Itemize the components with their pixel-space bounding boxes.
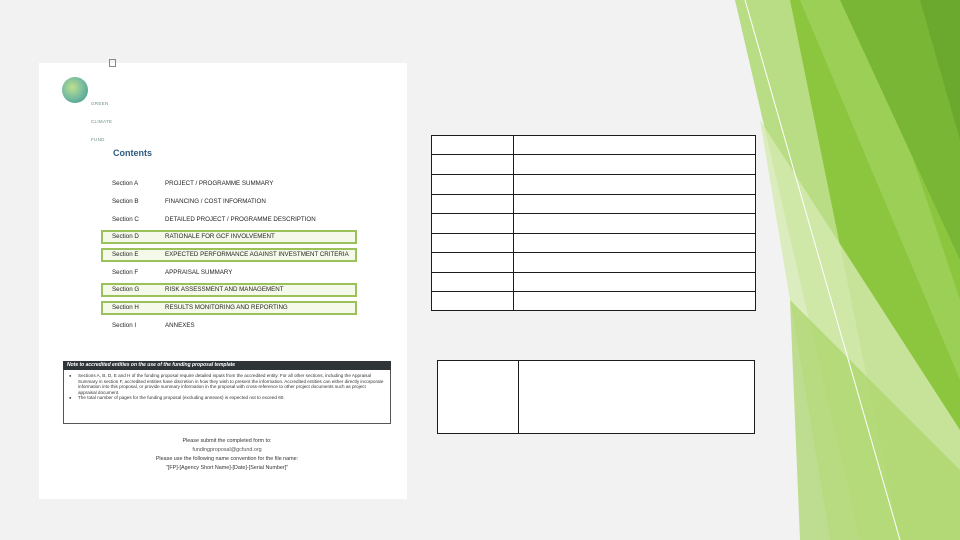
table-cell bbox=[513, 213, 756, 234]
toc-section-title: DETAILED PROJECT / PROGRAMME DESCRIPTION bbox=[165, 216, 316, 223]
toc-section-title: FINANCING / COST INFORMATION bbox=[165, 198, 266, 205]
note-item: ● Sections A, B, D, E and H of the funding proposal require detailed inputs from the accredited entity. For all other sections, including the Appraisal Summary in section F, accredited entities have discretion in how they wish to present the information. Accredited entities can either directly incorporate information into this proposal, or provide summary information in the proposal with cross-reference to other project documents such as project appraisal document. bbox=[78, 373, 384, 395]
logo-line-3: FUND bbox=[91, 137, 105, 142]
submit-line: Please submit the completed form to: bbox=[182, 438, 272, 444]
table-cell bbox=[513, 194, 756, 214]
toc-section-title: PROJECT / PROGRAMME SUMMARY bbox=[165, 180, 274, 187]
toc-row-section-f bbox=[101, 266, 357, 280]
toc-section-label: Section E bbox=[112, 251, 139, 258]
note-heading: Note to accredited entities on the use of the funding proposal template bbox=[63, 361, 391, 370]
toc-row-section-h bbox=[101, 301, 357, 315]
toc-section-label: Section D bbox=[112, 233, 139, 240]
logo-line-2: CLIMATE bbox=[91, 119, 113, 124]
submit-line: "[FP]-[Agency Short Name]-[Date]-[Serial Number]" bbox=[165, 465, 289, 471]
table-cell bbox=[431, 194, 515, 214]
toc-row-section-i bbox=[101, 319, 357, 333]
toc-section-label: Section H bbox=[112, 304, 139, 311]
table-cell bbox=[437, 360, 520, 434]
toc-section-title: APPRAISAL SUMMARY bbox=[165, 269, 233, 276]
toc-section-label: Section A bbox=[112, 180, 139, 187]
submission-instructions bbox=[63, 437, 391, 473]
table-cell bbox=[431, 154, 515, 175]
table-cell bbox=[431, 272, 515, 292]
table-cell bbox=[513, 272, 756, 292]
table-cell bbox=[431, 174, 515, 195]
table-cell bbox=[431, 213, 515, 234]
toc-row-section-a bbox=[101, 177, 357, 191]
toc-section-label: Section G bbox=[112, 286, 140, 293]
toc-row-section-d bbox=[101, 230, 357, 244]
toc-row-section-e bbox=[101, 248, 357, 262]
toc-section-label: Section I bbox=[112, 322, 137, 329]
note-body bbox=[63, 370, 391, 424]
contents-title: Contents bbox=[113, 148, 152, 158]
toc-section-label: Section B bbox=[112, 198, 139, 205]
table-cell bbox=[513, 233, 756, 253]
gcf-logo-icon bbox=[62, 77, 88, 103]
logo-text bbox=[91, 89, 112, 155]
note-item: ● The total number of pages for the funding proposal (excluding annexes) is expected not to exceed 60. bbox=[78, 395, 384, 401]
toc-section-title: RATIONALE FOR GCF INVOLVEMENT bbox=[165, 233, 275, 240]
table-cell bbox=[513, 154, 756, 175]
page-marker-icon bbox=[109, 59, 116, 67]
toc-section-label: Section F bbox=[112, 269, 139, 276]
table-cell bbox=[431, 252, 515, 273]
toc-section-title: EXPECTED PERFORMANCE AGAINST INVESTMENT CRITERIA bbox=[165, 251, 349, 258]
table-cell bbox=[513, 291, 756, 311]
toc-row-section-b bbox=[101, 195, 357, 209]
toc-section-title: ANNEXES bbox=[165, 322, 195, 329]
table-cell bbox=[513, 135, 756, 155]
table-cell bbox=[513, 174, 756, 195]
toc-section-title: RESULTS MONITORING AND REPORTING bbox=[165, 304, 288, 311]
toc-row-section-g bbox=[101, 283, 357, 297]
table-cell bbox=[431, 135, 515, 155]
toc-section-title: RISK ASSESSMENT AND MANAGEMENT bbox=[165, 286, 284, 293]
toc-row-section-c bbox=[101, 213, 357, 227]
table-cell bbox=[518, 360, 755, 434]
table-cell bbox=[431, 233, 515, 253]
toc-section-label: Section C bbox=[112, 216, 139, 223]
table-cell bbox=[431, 291, 515, 311]
table-cell bbox=[513, 252, 756, 273]
logo-line-1: GREEN bbox=[91, 101, 109, 106]
submit-email-link[interactable]: fundingproposal@gcfund.org bbox=[192, 447, 262, 453]
submit-line: Please use the following name convention for the file name: bbox=[155, 456, 299, 462]
funding-proposal-page bbox=[39, 63, 407, 499]
